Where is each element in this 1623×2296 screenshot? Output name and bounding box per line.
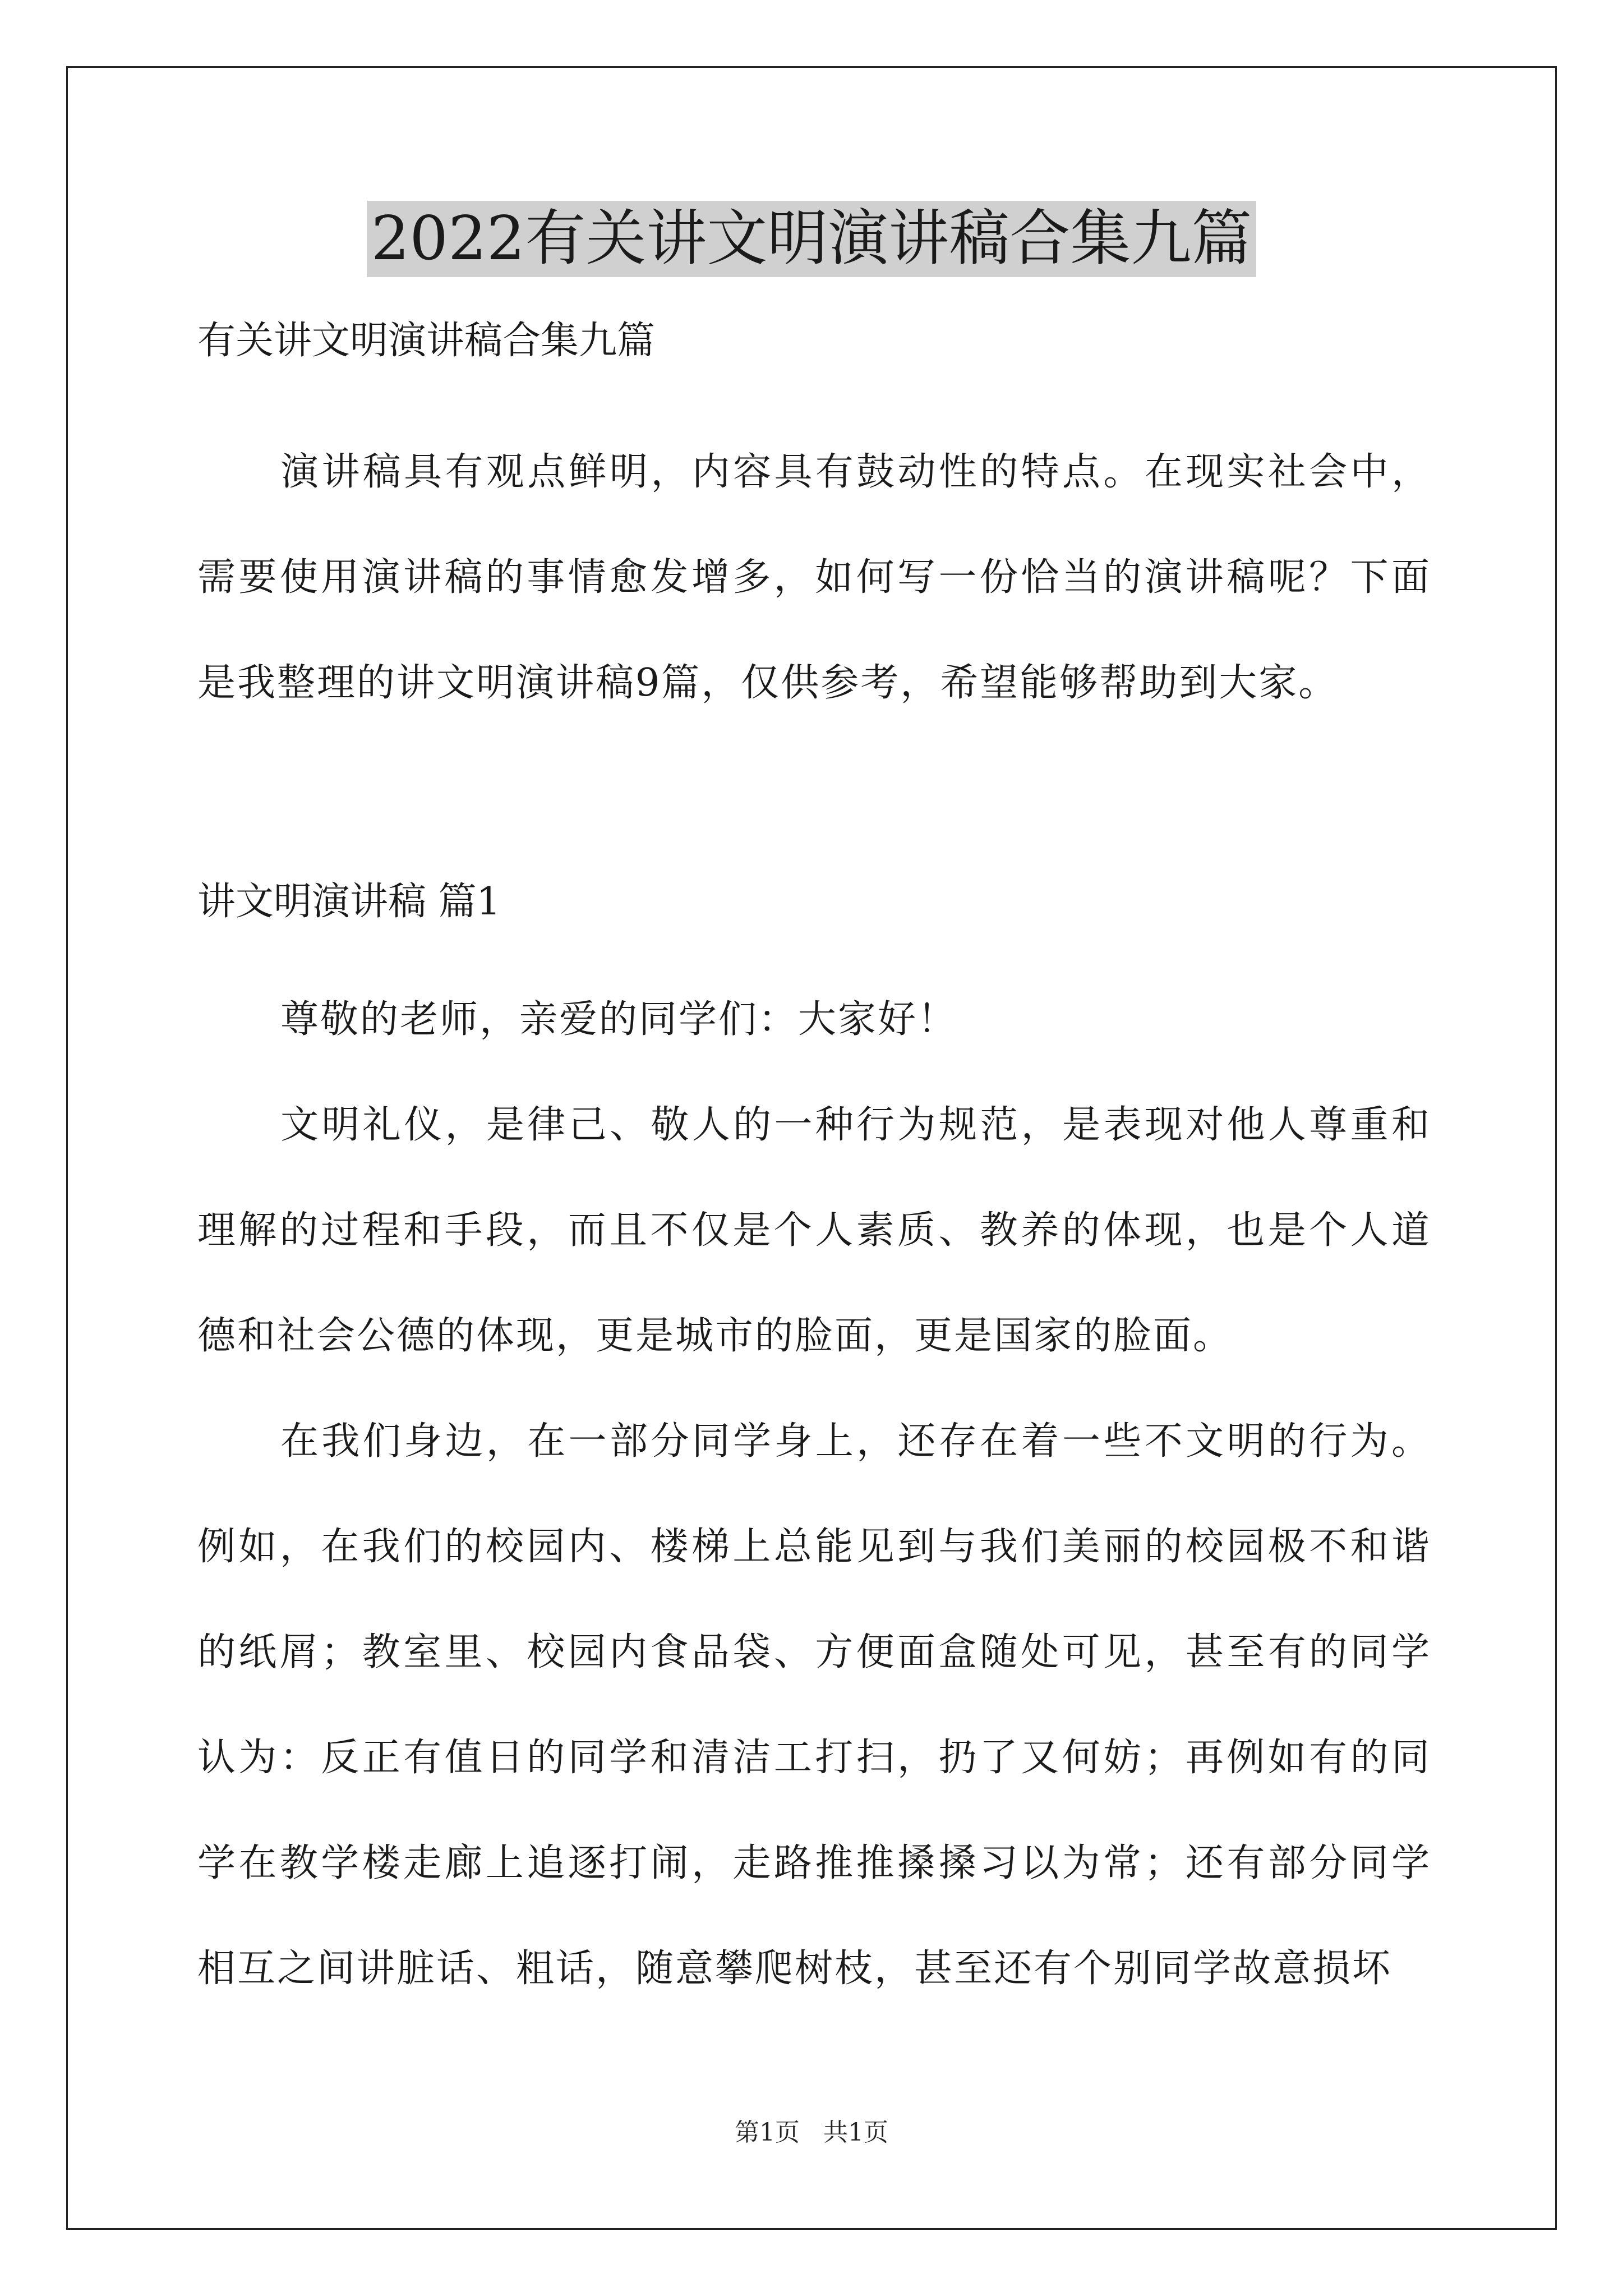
body-paragraph: 文明礼仪，是律己、敬人的一种行为规范，是表现对他人尊重和理解的过程和手段，而且不仅是个人素质、教养的体现，也是个人道德和社会公德的体现，更是城市的脸面，更是国家的脸面。 (197, 1103, 1431, 1358)
body-paragraph: 在我们身边，在一部分同学身上，还存在着一些不文明的行为。例如，在我们的校园内、楼梯上总能见到与我们美丽的校园极不和谐的纸屑；教室里、校园内食品袋、方便面盒随处可见，甚至有的同学认为：反正有值日的同学和清洁工打扫，扔了又何妨；再例如有的同学在教学楼走廊上追逐打闹，走路推推搡搡习以为常；还有部分同学相互之间讲脏话、粗话，随意攀爬树枝，甚至还有个别同学故意损坏 (197, 1419, 1431, 1991)
document-body (197, 314, 1431, 2022)
section-heading: 讲文明演讲稿 篇1 (197, 880, 501, 924)
intro-paragraph: 演讲稿具有观点鲜明，内容具有鼓动性的特点。在现实社会中，需要使用演讲稿的事情愈发增多，如何写一份恰当的演讲稿呢？下面是我整理的讲文明演讲稿9篇，仅供参考，希望能够帮助到大家。 (197, 450, 1431, 705)
greeting-paragraph: 尊敬的老师，亲爱的同学们：大家好！ (280, 997, 958, 1042)
page-footer (0, 2116, 1623, 2150)
document-subtitle: 有关讲文明演讲稿合集九篇 (197, 319, 656, 363)
page-number: 第1页 共1页 (735, 2118, 888, 2147)
title-container (0, 201, 1623, 277)
document-title: 2022有关讲文明演讲稿合集九篇 (367, 201, 1257, 277)
